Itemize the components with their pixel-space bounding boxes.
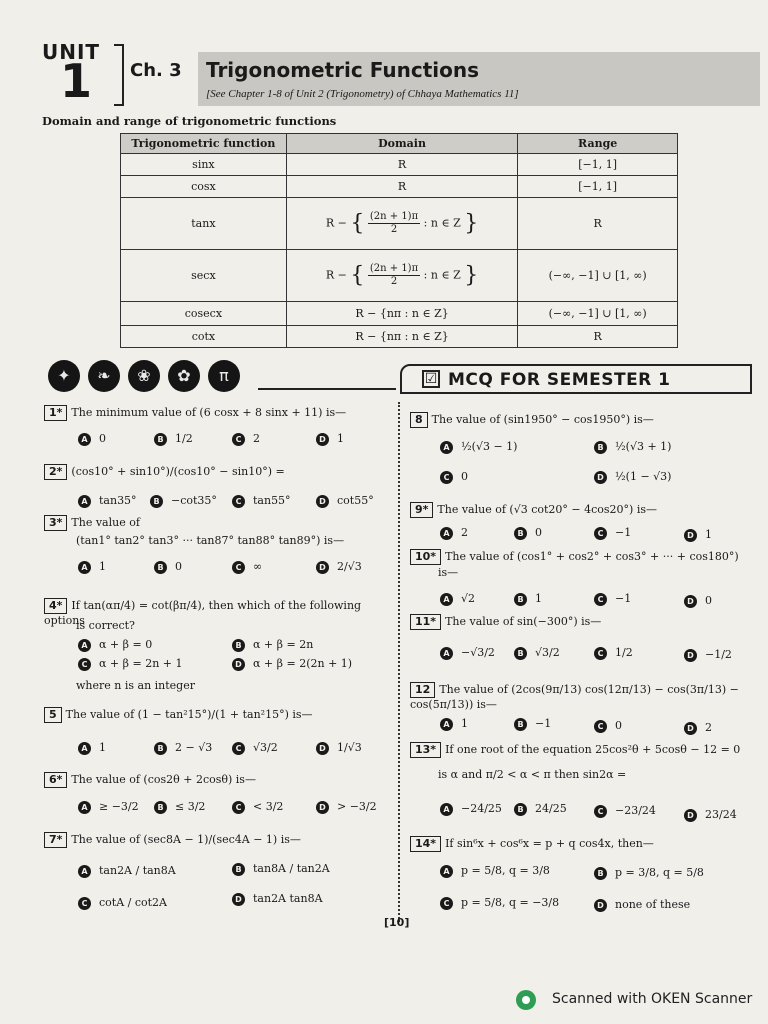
option-d[interactable]: D 23/24 <box>684 808 737 822</box>
cell-function: secx <box>121 250 287 302</box>
question-number: 9* <box>410 502 433 518</box>
question-6 <box>44 772 394 788</box>
question-text: The value of (√3 cot20° − 4cos20°) is— <box>437 503 657 516</box>
question-number: 6* <box>44 772 67 788</box>
question-9 <box>410 502 762 518</box>
scanner-logo-icon <box>516 990 536 1010</box>
option-d[interactable]: D −1/2 <box>684 648 732 662</box>
option-a[interactable]: A 2 <box>440 526 468 540</box>
cell-range: (−∞, −1] ∪ [1, ∞) <box>518 250 678 302</box>
question-1 <box>44 405 394 421</box>
cell-function: cosx <box>121 176 287 198</box>
option-b[interactable]: B p = 3/8, q = 5/8 <box>594 866 704 880</box>
mcq-banner <box>400 364 752 394</box>
question-number: 1* <box>44 405 67 421</box>
title-band <box>198 52 760 106</box>
unit-badge <box>42 40 124 108</box>
scanner-text: Scanned with OKEN Scanner <box>552 991 753 1007</box>
cell-domain: R <box>286 154 518 176</box>
question-note: where n is an integer <box>76 679 195 692</box>
option-d[interactable]: D 1 <box>684 528 712 542</box>
question-text: The minimum value of (6 cosx + 8 sinx + 11) is— <box>71 406 347 419</box>
option-letter: A <box>78 433 91 446</box>
question-text: The value of (cos1° + cos2° + cos3° + ··· + cos180°) <box>445 550 739 563</box>
column-divider <box>398 402 400 922</box>
question-12 <box>410 682 762 712</box>
option-c[interactable]: C −1 <box>594 592 631 606</box>
option-a[interactable]: A −√3/2 <box>440 646 495 660</box>
option-a[interactable]: A √2 <box>440 592 475 606</box>
table-row <box>121 154 678 176</box>
option-b[interactable]: B α + β = 2n <box>232 638 313 652</box>
fraction-numerator: (2n + 1)π <box>369 263 419 274</box>
option-c[interactable]: C ∞ <box>232 560 262 574</box>
question-number: 4* <box>44 598 67 614</box>
question-number: 14* <box>410 836 441 852</box>
chapter-subtitle: [See Chapter 1-8 of Unit 2 (Trigonometry) of Chhaya Mathematics 11] <box>206 88 519 100</box>
question-3-continuation: (tan1° tan2° tan3° ··· tan87° tan88° tan89°) is— <box>76 534 345 547</box>
option-b[interactable]: B ½(√3 + 1) <box>594 440 671 454</box>
question-2 <box>44 464 394 480</box>
domain-fraction <box>368 263 420 288</box>
cell-range: [−1, 1] <box>518 154 678 176</box>
option-letter: D <box>316 433 329 446</box>
fraction-denominator: 2 <box>390 224 398 235</box>
domain-condition: : n ∈ Z <box>423 268 461 282</box>
open-brace: { <box>350 263 365 288</box>
pi-icon: π <box>208 360 240 392</box>
open-brace: { <box>350 211 365 236</box>
question-text: The value of <box>71 516 140 529</box>
question-number: 11* <box>410 614 441 630</box>
table-row <box>121 198 678 250</box>
option-d[interactable]: D α + β = 2(2n + 1) <box>232 657 352 671</box>
cell-function: sinx <box>121 154 287 176</box>
question-number: 2* <box>44 464 67 480</box>
option-c[interactable]: C 2 <box>232 432 260 446</box>
domain-fraction <box>368 211 420 236</box>
cell-range: (−∞, −1] ∪ [1, ∞) <box>518 302 678 326</box>
unit-bracket <box>114 44 124 106</box>
option-a[interactable]: A p = 5/8, q = 3/8 <box>440 864 550 878</box>
question-text: The value of (1 − tan²15°)/(1 + tan²15°) is— <box>65 708 313 721</box>
unit-word: UNIT <box>42 40 101 64</box>
domain-range-table <box>120 133 678 348</box>
option-letter: C <box>232 433 245 446</box>
question-13 <box>410 742 762 758</box>
option-c[interactable]: C cotA / cot2A <box>78 896 167 910</box>
question-13-continuation: is α and π/2 < α < π then sin2α = <box>438 768 627 781</box>
mcq-banner-label: MCQ FOR SEMESTER 1 <box>448 370 671 390</box>
question-number: 3* <box>44 515 67 531</box>
stars-icon: ✦ <box>48 360 80 392</box>
option-c[interactable]: C 0 <box>594 719 622 733</box>
option-b[interactable]: B −cot35° <box>150 494 217 508</box>
domain-prefix: R − <box>325 216 347 230</box>
cell-range: [−1, 1] <box>518 176 678 198</box>
close-brace: } <box>464 211 479 236</box>
option-b[interactable]: B ≤ 3/2 <box>154 800 205 814</box>
cell-domain <box>286 250 518 302</box>
banner-rule <box>258 388 396 390</box>
question-text: The value of (2cos(9π/13) cos(12π/13) − cos(3π/13) − cos(5π/13)) is— <box>410 683 739 711</box>
option-c[interactable]: C tan55° <box>232 494 291 508</box>
table-header: Domain <box>286 134 518 154</box>
table-row <box>121 326 678 348</box>
page-number: [10] <box>384 916 410 929</box>
option-d[interactable]: D 2 <box>684 721 712 735</box>
option-c[interactable]: C < 3/2 <box>232 800 283 814</box>
question-number: 8 <box>410 412 428 428</box>
option-a[interactable]: A −24/25 <box>440 802 502 816</box>
cell-domain: R − {nπ : n ∈ Z} <box>286 326 518 348</box>
molecule-icon: ✿ <box>168 360 200 392</box>
option-a[interactable]: A 0 <box>78 432 106 446</box>
table-header: Range <box>518 134 678 154</box>
option-a[interactable]: A tan35° <box>78 494 137 508</box>
table-header-row <box>121 134 678 154</box>
question-11 <box>410 614 762 630</box>
option-b[interactable]: B 0 <box>154 560 182 574</box>
option-b[interactable]: B 0 <box>514 526 542 540</box>
option-b[interactable]: B tan8A / tan2A <box>232 862 330 876</box>
cell-function: cotx <box>121 326 287 348</box>
question-14 <box>410 836 762 852</box>
fraction-numerator: (2n + 1)π <box>369 211 419 222</box>
option-a[interactable]: A 1 <box>440 717 468 731</box>
fraction-denominator: 2 <box>390 276 398 287</box>
option-c[interactable]: C p = 5/8, q = −3/8 <box>440 896 559 910</box>
question-text: The value of (sin1950° − cos1950°) is— <box>431 413 654 426</box>
question-number: 13* <box>410 742 441 758</box>
question-5 <box>44 707 394 723</box>
question-3 <box>44 515 394 531</box>
table-row <box>121 176 678 198</box>
unit-number: 1 <box>60 54 93 108</box>
cell-range: R <box>518 198 678 250</box>
option-b[interactable]: B 1/2 <box>154 432 193 446</box>
question-number: 10* <box>410 549 441 565</box>
table-row <box>121 250 678 302</box>
cell-function: tanx <box>121 198 287 250</box>
cell-function: cosecx <box>121 302 287 326</box>
close-brace: } <box>464 263 479 288</box>
option-b[interactable]: B −1 <box>514 717 551 731</box>
question-text: The value of (cos2θ + 2cosθ) is— <box>71 773 256 786</box>
question-8 <box>410 412 762 428</box>
chapter-label: Ch. 3 <box>130 60 182 81</box>
subject-icons <box>48 360 258 394</box>
option-a[interactable]: A α + β = 0 <box>78 638 152 652</box>
question-text: The value of sin(−300°) is— <box>445 615 602 628</box>
option-d[interactable]: D 1 <box>316 432 344 446</box>
option-c[interactable]: C −1 <box>594 526 631 540</box>
cell-domain: R <box>286 176 518 198</box>
domain-condition: : n ∈ Z <box>423 216 461 230</box>
cell-domain <box>286 198 518 250</box>
question-10-continuation: is— <box>438 566 459 579</box>
table-header: Trigonometric function <box>121 134 287 154</box>
question-text: (cos10° + sin10°)/(cos10° − sin10°) = <box>71 465 285 478</box>
option-d[interactable]: D ½(1 − √3) <box>594 470 671 484</box>
option-d[interactable]: D cot55° <box>316 494 374 508</box>
option-a[interactable]: A ≥ −3/2 <box>78 800 139 814</box>
option-b[interactable]: B 2 − √3 <box>154 741 212 755</box>
question-4-continuation: is correct? <box>76 619 135 632</box>
question-10 <box>410 549 762 565</box>
section-heading: Domain and range of trigonometric functions <box>42 114 337 128</box>
option-c[interactable]: C 1/2 <box>594 646 633 660</box>
question-number: 7* <box>44 832 67 848</box>
domain-prefix: R − <box>325 268 347 282</box>
option-letter: B <box>154 433 167 446</box>
option-c[interactable]: C α + β = 2n + 1 <box>78 657 183 671</box>
option-d[interactable]: D none of these <box>594 898 690 912</box>
option-c[interactable]: C √3/2 <box>232 741 278 755</box>
question-7 <box>44 832 394 848</box>
option-a[interactable]: A ½(√3 − 1) <box>440 440 517 454</box>
option-d[interactable]: D 0 <box>684 594 712 608</box>
option-b[interactable]: B 1 <box>514 592 542 606</box>
chapter-title: Trigonometric Functions <box>206 58 479 82</box>
option-a[interactable]: A tan2A / tan8A <box>78 864 176 878</box>
checkbox-icon: ☑ <box>422 370 440 388</box>
option-a[interactable]: A 1 <box>78 741 106 755</box>
option-a[interactable]: A 1 <box>78 560 106 574</box>
question-text: The value of (sec8A − 1)/(sec4A − 1) is— <box>71 833 301 846</box>
option-d[interactable]: D 1/√3 <box>316 741 362 755</box>
option-d[interactable]: D > −3/2 <box>316 800 377 814</box>
cell-range: R <box>518 326 678 348</box>
option-c[interactable]: C 0 <box>440 470 468 484</box>
option-c[interactable]: C −23/24 <box>594 804 656 818</box>
option-d[interactable]: D 2/√3 <box>316 560 362 574</box>
option-b[interactable]: B 24/25 <box>514 802 567 816</box>
question-text: If one root of the equation 25cos²θ + 5cosθ − 12 = 0 <box>445 743 741 756</box>
question-number: 5 <box>44 707 62 723</box>
dna-icon: ❀ <box>128 360 160 392</box>
table-row <box>121 302 678 326</box>
option-d[interactable]: D tan2A tan8A <box>232 892 323 906</box>
question-text: If sin⁶x + cos⁶x = p + q cos4x, then— <box>445 837 654 850</box>
cell-domain: R − {nπ : n ∈ Z} <box>286 302 518 326</box>
option-b[interactable]: B √3/2 <box>514 646 560 660</box>
question-text: If tan(απ/4) = cot(βπ/4), then which of the following options <box>44 599 362 627</box>
question-number: 12 <box>410 682 435 698</box>
leaf-icon: ❧ <box>88 360 120 392</box>
